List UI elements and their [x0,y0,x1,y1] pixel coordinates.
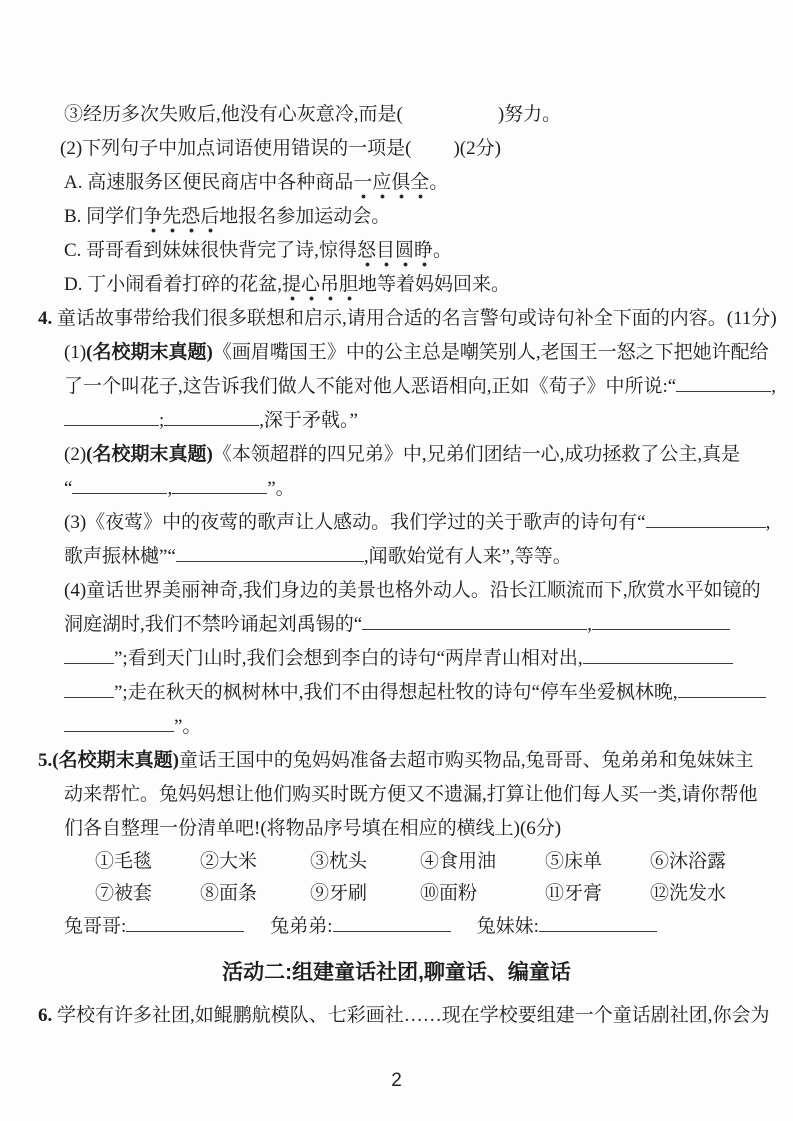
text-run: ”;走在秋天的枫树林中,我们不由得想起杜牧的诗句“停车坐爱枫林晚, [114,682,678,703]
emphasis-dots-run: 怒目圆睁 [357,240,433,268]
answer-blank [172,489,267,494]
text-run: “ [64,478,73,499]
emphasis-dots-run: 一应俱全 [353,172,429,200]
option-d [64,268,763,302]
text-run: ③经历多次失败后,他没有心灰意冷,而是( [64,104,403,125]
text-run: 。 [429,172,449,193]
text-run: (1) [64,342,87,363]
item-list-row-1 [95,846,763,878]
answer-blank [64,659,114,664]
q4-sub4-line3 [64,642,763,676]
answer-blank [126,927,244,932]
text-run: 动来帮忙。兔妈妈想让他们购买时既方便又不遗漏,打算让他们每人买一类,请你帮他 [64,784,758,805]
text-run: (3)《夜莺》中的夜莺的歌声让人感动。我们学过的关于歌声的诗句有“ [64,512,646,533]
text-run: C. 哥哥看到妹妹很快背完了诗,惊得 [64,240,357,261]
text-run: 《画眉嘴国王》中的公主总是嘲笑别人,老国王一怒之下把她许配给 [212,342,769,363]
q4-sub4-line1 [64,574,763,608]
q4-sub4-line2 [64,608,763,642]
item-cell: ⑦被套 [95,883,153,904]
text-run: ”。 [174,716,202,737]
item-cell: ⑥沐浴露 [650,851,727,872]
text-run: ; [159,410,165,431]
q5-answer-line [64,910,763,944]
q4-sub1-line1 [64,336,769,370]
item-cell: ②大米 [200,851,258,872]
q5-stem-line3 [64,812,763,846]
bold-run: 5.(名校期末真题) [38,750,179,771]
answer-blank [583,659,733,664]
text-run: B. 同学们 [64,206,144,227]
q4-sub3-line2 [64,540,763,574]
item-cell: ⑨牙刷 [310,883,368,904]
text-run: 。 [432,240,452,261]
text-run: 兔哥哥: [64,916,127,937]
q4-sub4-line5 [64,710,763,744]
text-run: , [765,512,771,533]
text-run: 地报名参加运动会。 [219,206,391,227]
answer-gap [411,153,453,154]
q4-sub4-line4 [64,676,763,710]
q4-sub2-line2 [64,472,763,506]
answer-blank [676,387,771,392]
item-cell: ⑫洗发水 [650,883,727,904]
answer-blank [176,557,364,562]
text-run: 歌声振林樾”“ [64,546,176,567]
emphasis-dots-run: 提心吊胆 [282,274,358,302]
page-number: 2 [391,1070,402,1091]
text-run: (2) [64,444,87,465]
text-run: ”。 [267,478,295,499]
text-run: 童话王国中的兔妈妈准备去超市购买物品,兔哥哥、兔弟弟和兔妹妹主 [178,750,754,771]
answer-blank [64,727,174,732]
text-run: , [771,376,776,397]
option-a [64,166,763,200]
q3-item-3-line [64,98,763,132]
document-body [0,98,793,1033]
option-c [64,234,763,268]
q5-stem-line1 [38,744,763,778]
item-cell: ③枕头 [310,851,368,872]
q4-sub1-line3 [64,404,763,438]
text-run: (2)下列句子中加点词语使用错误的一项是( [60,138,412,159]
text-run: 《本领超群的四兄弟》中,兄弟们团结一心,成功拯救了公主,真是 [212,444,741,465]
bold-run: 6. [38,1005,53,1026]
answer-blank [333,927,451,932]
item-cell: ④食用油 [420,851,497,872]
text-run: , [167,478,173,499]
item-cell: ⑤床单 [545,851,603,872]
bold-run: (名校期末真题) [86,444,213,465]
item-cell: ①毛毯 [95,851,153,872]
text-run: 地等着妈妈回来。 [358,274,511,295]
answer-blank [164,421,259,426]
item-cell: ⑩面粉 [420,883,478,904]
answer-blank [64,693,114,698]
q6-stem-line1 [38,999,770,1033]
text-run: 兔妹妹: [476,916,539,937]
bold-run: 4. [38,308,53,329]
text-run: ”;看到天门山时,我们会想到李白的诗句“两岸青山相对出, [114,648,583,669]
q4-sub1-line2 [64,370,776,404]
text-run: 学校有许多社团,如鲲鹏航模队、七彩画社……现在学校要组建一个童话剧社团,你会为 [52,1005,770,1026]
answer-blank [362,625,587,630]
text-run: A. 高速服务区便民商店中各种商品 [64,172,354,193]
answer-gap [403,119,498,120]
text-run: )(2分) [453,138,501,159]
emphasis-dots-run: 争先恐后 [143,206,219,234]
activity-2-heading: 活动二:组建童话社团,聊童话、编童话 [222,961,571,984]
q5-stem-line2 [64,778,763,812]
text-run: 童话故事带给我们很多联想和启示,请用合适的名言警句或诗句补全下面的内容。(11分) [52,308,777,329]
answer-blank [539,927,657,932]
q4-sub3-line1 [64,506,771,540]
text-run: 们各自整理一份清单吧!(将物品序号填在相应的横线上)(6分) [64,818,562,839]
text-run: D. 丁小闹看着打碎的花盆, [64,274,282,295]
q3-sub2-prompt [60,132,763,166]
text-run: ,深于矛戟。” [259,410,358,431]
option-b [64,200,763,234]
answer-blank [646,523,766,528]
answer-gap [244,931,270,932]
answer-gap [451,931,477,932]
q4-sub2-line1 [64,438,763,472]
q4-stem [38,302,777,336]
answer-blank [592,625,730,630]
text-run: , [587,614,592,635]
text-run: )努力。 [497,104,562,125]
answer-blank [678,693,766,698]
text-run: ,闻歌始觉有人来”,等等。 [363,546,572,567]
answer-blank [64,421,159,426]
text-run: 了一个叫花子,这告诉我们做人不能对他人恶语相向,正如《荀子》中所说:“ [64,376,677,397]
item-cell: ⑪牙膏 [545,883,603,904]
answer-blank [72,489,167,494]
item-list-row-2 [95,878,763,910]
bold-run: (名校期末真题) [86,342,213,363]
item-cell: ⑧面条 [200,883,258,904]
text-run: 洞庭湖时,我们不禁吟诵起刘禹锡的“ [64,614,363,635]
text-run: (4)童话世界美丽神奇,我们身边的美景也格外动人。沿长江顺流而下,欣赏水平如镜的 [64,580,761,601]
text-run: 兔弟弟: [270,916,333,937]
